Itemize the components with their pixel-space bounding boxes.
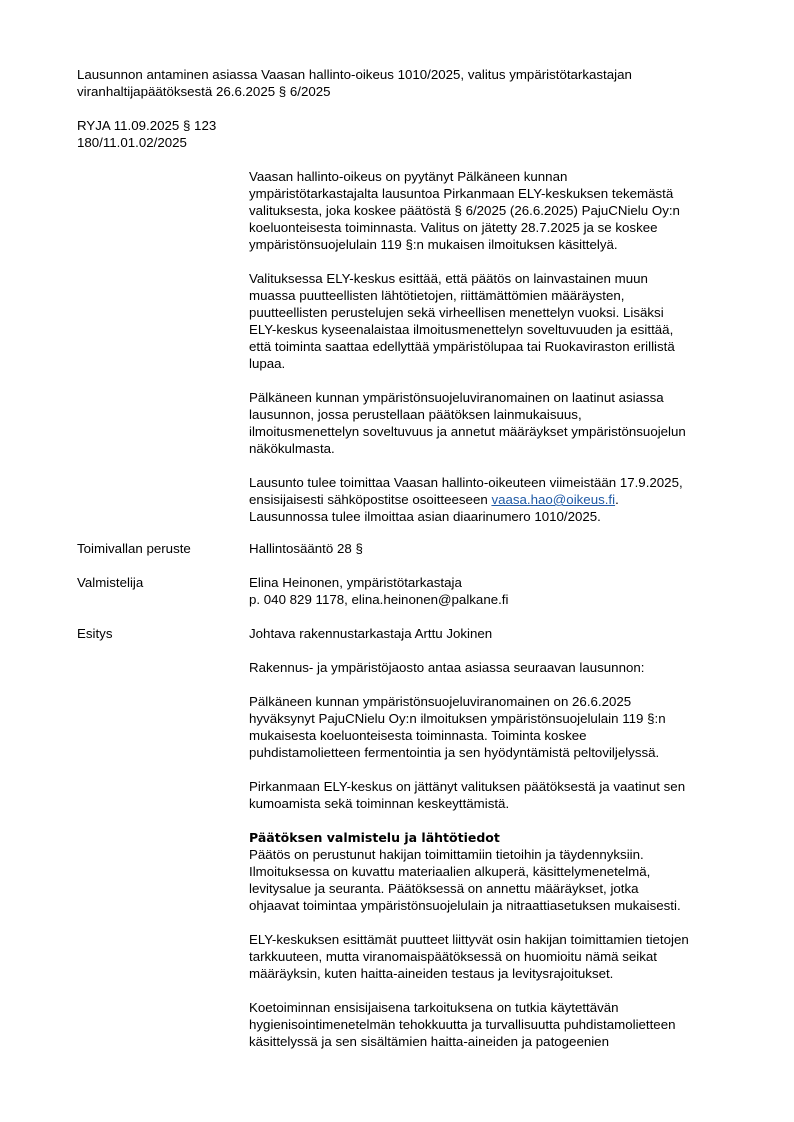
proposal-section (249, 659, 749, 1067)
proposal-paragraph-6 (249, 999, 749, 1050)
text-line: mukaisesta koeluonteisesta toiminnasta. Toiminta koskee (249, 728, 587, 743)
preparer-name: Elina Heinonen, ympäristötarkastaja (249, 575, 462, 590)
text-line: hygienisointimenetelmän tehokkuutta ja turvallisuutta puhdistamolietteen (249, 1017, 676, 1032)
preparer-contact: p. 040 829 1178, elina.heinonen@palkane.fi (249, 592, 509, 607)
title-line-1: Lausunnon antaminen asiassa Vaasan hallinto-oikeus 1010/2025, valitus ympäristötarkastajan (77, 67, 632, 82)
proposal-intro: Rakennus- ja ympäristöjaosto antaa asiassa seuraavan lausunnon: (249, 660, 645, 675)
text-line: kumoamista sekä toiminnan keskeyttämistä. (249, 796, 510, 811)
text-line: tarkkuuteen, mutta viranomaispäätöksessä on huomioitu nämä seikat (249, 949, 657, 964)
text-line: Ilmoituksessa on kuvattu materiaalien alkuperä, käsittelymenetelmä, (249, 864, 651, 879)
title-line-2: viranhaltijapäätöksestä 26.6.2025 § 6/2025 (77, 84, 331, 99)
text-line: valituksesta, joka koskee päätöstä § 6/2025 (26.6.2025) PajuCNielu Oy:n (249, 203, 680, 218)
text-line: koeluonteisesta toiminnasta. Valitus on jätetty 28.7.2025 ja se koskee (249, 220, 658, 235)
text-line: käsittelyssä ja sen sisältämien haitta-aineiden ja patogeenien (249, 1034, 609, 1049)
court-email-link[interactable]: vaasa.hao@oikeus.fi (491, 492, 616, 507)
text-line: lausunnon, jossa perustellaan päätöksen lainmukaisuus, (249, 407, 582, 422)
text-line: Pälkäneen kunnan ympäristönsuojeluviranomainen on laatinut asiassa (249, 390, 664, 405)
text-fragment: . (615, 492, 619, 507)
text-line: ELY-keskuksen esittämät puutteet liittyvät osin hakijan toimittamien tietojen (249, 932, 689, 947)
authority-value: Hallintosääntö 28 § (249, 541, 363, 556)
text-line: puutteellisten perustelujen sekä virheellisen menettelyn vuoksi. Lisäksi (249, 305, 664, 320)
text-line: Päätös on perustunut hakijan toimittamiin tietoihin ja täydennyksiin. (249, 847, 644, 862)
text-line: että toiminta saattaa edellyttää ympäristölupaa tai Ruokaviraston erillistä (249, 339, 675, 354)
proposal-label: Esitys (77, 626, 113, 641)
intro-section (249, 168, 749, 542)
text-line: ympäristötarkastajalta lausuntoa Pirkanmaan ELY-keskuksen tekemästä (249, 186, 674, 201)
authority-label: Toimivallan peruste (77, 541, 191, 556)
preparer-label: Valmistelija (77, 575, 144, 590)
text-line: puhdistamolietteen fermentointia ja sen hyödyntämistä peltoviljelyssä. (249, 745, 660, 760)
proposal-paragraph-2 (249, 693, 749, 761)
text-line: Koetoiminnan ensisijaisena tarkoituksena on tutkia käytettävän (249, 1000, 619, 1015)
text-line: ilmoitusmenettelyn soveltuvuus ja annetut määräykset ympäristönsuojelun (249, 424, 686, 439)
text-line: Valituksessa ELY-keskus esittää, että päätös on lainvastainen muun (249, 271, 648, 286)
proposal-paragraph-3 (249, 778, 749, 812)
text-line: lupaa. (249, 356, 286, 371)
text-line: määräyksin, kuten haitta-aineiden testaus ja levitysrajoitukset. (249, 966, 614, 981)
text-line: levitysalue ja seuranta. Päätöksessä on annettu määräykset, jotka (249, 881, 639, 896)
proposal-paragraph-4 (249, 829, 749, 914)
text-line: muassa puutteellisten lähtötietojen, riittämättömien määräysten, (249, 288, 625, 303)
document-title (77, 66, 757, 100)
document-header (77, 66, 757, 151)
text-line: ELY-keskus kyseenalaistaa ilmoitusmenettelyn soveltuvuuden ja esittää, (249, 322, 674, 337)
text-line: näkökulmasta. (249, 441, 335, 456)
text-line: Pirkanmaan ELY-keskus on jättänyt valituksen päätöksestä ja vaatinut sen (249, 779, 686, 794)
intro-paragraph-2 (249, 270, 749, 372)
intro-paragraph-1 (249, 168, 749, 253)
proposal-paragraph-5 (249, 931, 749, 982)
text-line: hyväksynyt PajuCNielu Oy:n ilmoituksen ympäristönsuojelulain 119 §:n (249, 711, 666, 726)
record-id: 180/11.01.02/2025 (77, 135, 187, 150)
text-line: Lausunnossa tulee ilmoittaa asian diaarinumero 1010/2025. (249, 509, 601, 524)
text-fragment: ensisijaisesti sähköpostitse osoitteeseen (249, 492, 492, 507)
text-line: Lausunto tulee toimittaa Vaasan hallinto-oikeuteen viimeistään 17.9.2025, (249, 475, 683, 490)
text-line: Vaasan hallinto-oikeus on pyytänyt Pälkäneen kunnan (249, 169, 568, 184)
meeting-reference: RYJA 11.09.2025 § 123 (77, 118, 217, 133)
text-line: ohjaavat toimintaa ympäristönsuojelulain ja nitraattiasetuksen mukaisesti. (249, 898, 681, 913)
section-heading: Päätöksen valmistelu ja lähtötiedot (249, 830, 500, 845)
proposal-presenter: Johtava rakennustarkastaja Arttu Jokinen (249, 626, 493, 641)
preparer-value (249, 574, 749, 608)
intro-paragraph-3 (249, 389, 749, 457)
text-line: Pälkäneen kunnan ympäristönsuojeluviranomainen on 26.6.2025 (249, 694, 632, 709)
text-line: ympäristönsuojelulain 119 §:n mukaisen ilmoituksen käsittelyä. (249, 237, 618, 252)
intro-paragraph-4 (249, 474, 749, 525)
text-line (249, 491, 749, 508)
